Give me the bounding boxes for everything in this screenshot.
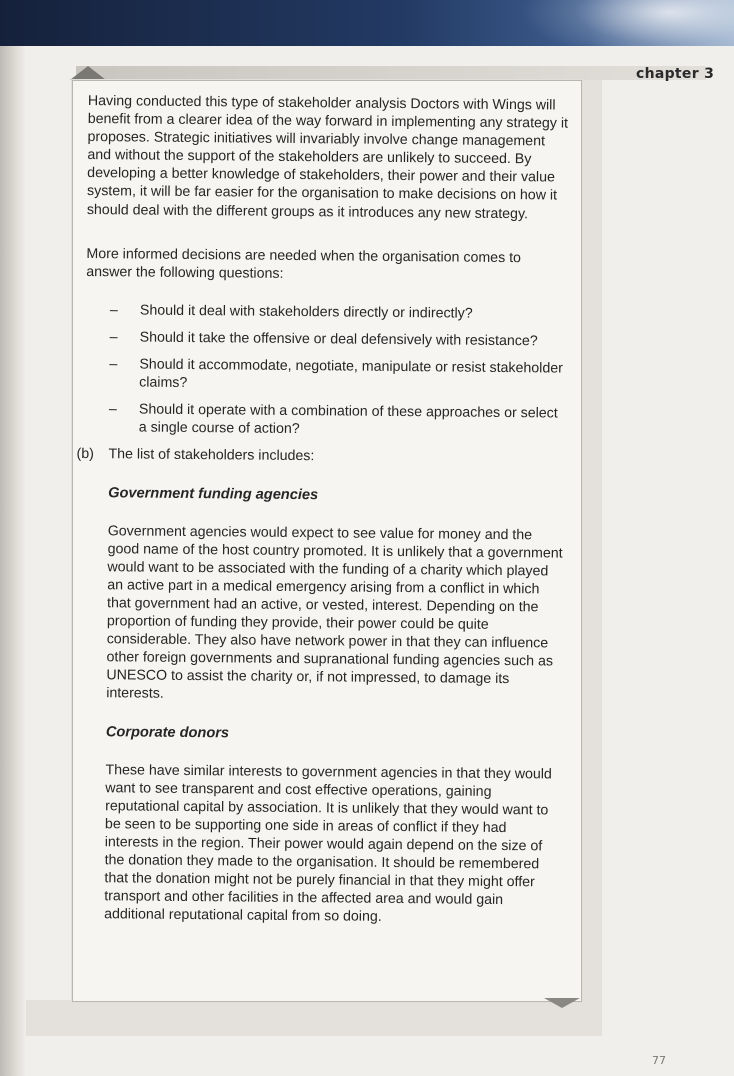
panel-side-strip (580, 80, 602, 1035)
section-text: These have similar interests to government agencies in that they would want to see transparent and cost effective operations, gaining reputational capital by association. It is unlikely that they would want to be seen to be supporting one side in areas of conflict if they had interests in the region. Their power would again depend on the size of the donation they made to the organisation. It should be remembered that the donation might not be purely financial in that they might offer transport and other facilities in the affected area and would gain additional reputational capital from so doing. (104, 761, 552, 926)
panel-foot-strip (26, 1000, 602, 1036)
bullet-dash: – (109, 329, 118, 346)
page-number: 77 (652, 1054, 666, 1067)
question-text: Should it accommodate, negotiate, manipulate or resist stakeholder claims? (139, 356, 563, 392)
section-heading: Government funding agencies (108, 484, 319, 503)
part-b-label: (b) (76, 446, 94, 463)
panel-bottom-marker (544, 998, 580, 1008)
questions-list (85, 301, 568, 441)
header-tab-marker (70, 66, 106, 80)
bullet-dash: – (109, 302, 118, 319)
header-rule (76, 66, 706, 80)
bullet-dash: – (109, 356, 118, 373)
list-item (85, 400, 567, 441)
part-b (76, 445, 567, 928)
intro-paragraph: Having conducted this type of stakeholder analysis Doctors with Wings will benefit from a clearer idea of the way forward in implementing any strategy it proposes. Strategic initiatives will invariably involve change management and without the support of the stakeholders are unlikely to succeed. By developing a better knowledge of stakeholders, their power and their value system, it will be far easier for the organisation to make decisions on how it should deal with the different groups as it introduces any new strategy. (86, 92, 569, 222)
bullet-dash: – (108, 401, 117, 418)
page-gutter-shadow (0, 46, 26, 1076)
list-item (86, 301, 568, 324)
question-text: Should it take the offensive or deal defensively with resistance? (139, 329, 538, 350)
answer-content (76, 92, 570, 928)
section-heading: Corporate donors (105, 723, 230, 741)
part-b-intro: The list of stakeholders includes: (108, 446, 315, 465)
question-text: Should it deal with stakeholders directly or indirectly? (139, 302, 473, 322)
section-text: Government agencies would expect to see value for money and the good name of the host country promoted. It is unlikely that a government would want to be associated with the funding of a charity which played an active part in a medical emergency arising from a conflict in which that government had an active, or vested, interest. Depending on the proportion of funding they provide, their power could be quite considerable. They also have network power in that they can influence other foreign governments and supranational funding agencies such as UNESCO to assist the charity or, if not impressed, to damage its interests. (106, 522, 563, 703)
question-text: Should it operate with a combination of these approaches or select a single course of action? (138, 401, 558, 438)
questions-intro: More informed decisions are needed when the organisation comes to answer the following questions: (86, 245, 522, 282)
list-item (86, 328, 568, 351)
list-item (85, 355, 567, 396)
chapter-label: chapter 3 (636, 66, 715, 82)
